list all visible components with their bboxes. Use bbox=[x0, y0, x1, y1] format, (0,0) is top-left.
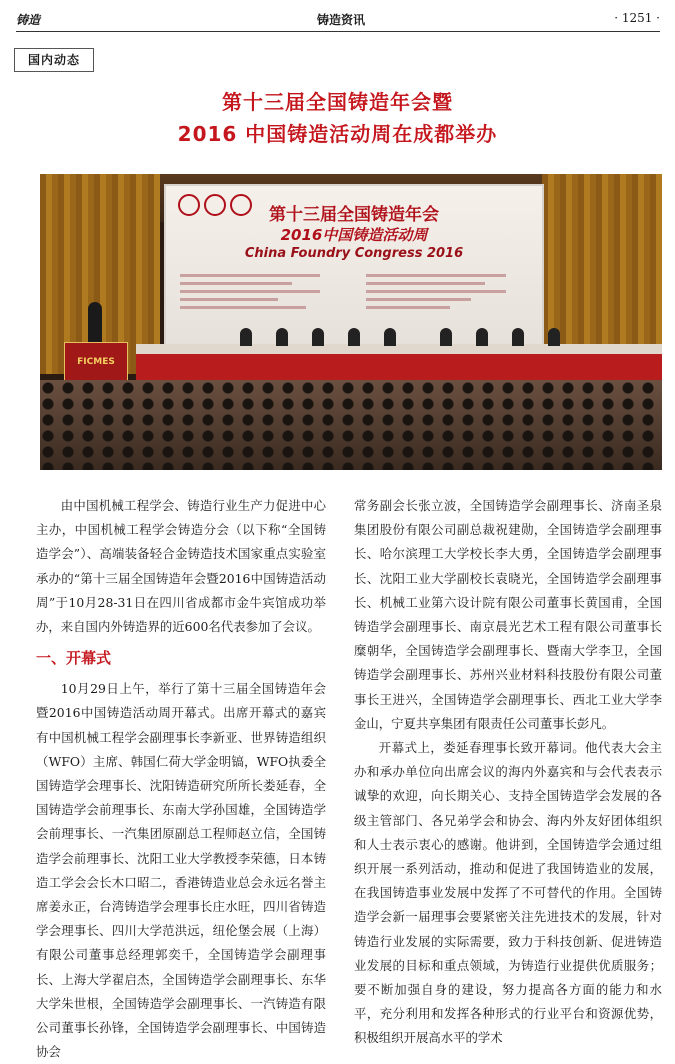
backdrop-subtitle: 2016中国铸造活动周 bbox=[280, 226, 428, 244]
left-column bbox=[36, 494, 326, 1064]
body-paragraph: 10月29日上午，举行了第十三届全国铸造年会暨2016中国铸造活动周开幕式。出席开幕式的嘉宾有中国机械工程学会副理事长李新亚、世界铸造组织（WFO）主席、韩国仁荷大学金明镐，WFO执委全国铸造学会理事长、沈阳铸造研究所所长娄延春，全国铸造学会前理事长、东南大学孙国雄，全国铸造学会前理事长、一汽集团原副总工程师赵立信，全国铸造学会前理事长、沈阳工业大学教授李荣德，日本铸造工学会会长木口昭二，香港铸造业总会永远名誉主席姜永正，台湾铸造学会理事长庄水旺，四川省铸造学会理事长、四川大学范洪远，纽伦堡会展（上海）有限公司董事总经理郭奕千，全国铸造学会副理事长、上海大学翟启杰，全国铸造学会副理事长、东华大学朱世根，全国铸造学会副理事长、一汽铸造有限公司董事长孙锋，全国铸造学会副理事长、中国铸造协会 bbox=[36, 681, 326, 1060]
person-on-stage bbox=[548, 328, 560, 346]
running-header bbox=[16, 8, 660, 30]
person-on-stage bbox=[348, 328, 360, 346]
right-column bbox=[354, 494, 662, 1051]
page-number: · 1251 · bbox=[614, 11, 660, 25]
section-name: 铸造资讯 bbox=[316, 13, 365, 27]
speaker bbox=[88, 302, 102, 342]
backdrop-title: 第十三届全国铸造年会 bbox=[269, 205, 439, 225]
header-rule bbox=[16, 31, 660, 32]
person-on-stage bbox=[276, 328, 288, 346]
backdrop-subtitle-en: China Foundry Congress 2016 bbox=[244, 246, 464, 261]
person-on-stage bbox=[312, 328, 324, 346]
podium bbox=[64, 342, 128, 384]
audience bbox=[40, 380, 662, 470]
conference-photo bbox=[40, 174, 662, 470]
journal-name: 铸造 bbox=[16, 13, 41, 27]
article-title-line2: 2016 中国铸造活动周在成都举办 bbox=[177, 122, 498, 146]
intro-paragraph: 由中国机械工程学会、铸造行业生产力促进中心主办，中国机械工程学会铸造分会（以下称“全国铸造学会”）、高端装备轻合金铸造技术国家重点实验室承办的“第十三届全国铸造年会暨2016中国铸造活动周”于10月28-31日在四川省成都市金牛宾馆成功举办，来自国内外铸造界的近600名代表参加了会议。 bbox=[36, 498, 326, 635]
person-on-stage bbox=[440, 328, 452, 346]
person-on-stage bbox=[240, 328, 252, 346]
body-paragraph-continued: 常务副会长张立波，全国铸造学会副理事长、济南圣泉集团股份有限公司副总裁祝建勋，全国铸造学会副理事长、哈尔滨理工大学校长李大勇，全国铸造学会副理事长、沈阳工业大学副校长袁晓光，全国铸造学会副理事长、机械工业第六设计院有限公司董事长黄国甫，全国铸造学会副理事长、南京晨光艺术工程有限公司董事长糜朝华，全国铸造学会副理事长、暨南大学李卫，全国铸造学会副理事长、苏州兴业材料科技股份有限公司董事长王进兴，全国铸造学会副理事长、西北工业大学李金山，宁夏共享集团有限责任公司董事长彭凡。 bbox=[354, 498, 662, 731]
section-heading: 一、开幕式 bbox=[36, 649, 112, 668]
person-on-stage bbox=[512, 328, 524, 346]
body-paragraph: 开幕式上，娄延春理事长致开幕词。他代表大会主办和承办单位向出席会议的海内外嘉宾和与会代表表示诚挚的欢迎，向长期关心、支持全国铸造学会发展的各级主管部门、各兄弟学会和协会、海内外友好团体组织和人士表示衷心的感谢。他讲到，全国铸造学会通过组织开展一系列活动，推动和促进了我国铸造业的发展，在我国铸造事业发展中发挥了不可替代的作用。全国铸造学会新一届理事会要紧密关注先进技术的发展，针对铸造行业发展的实际需要，致力于科技创新、促进铸造业发展的目标和重点领域，为铸造行业提供优质服务；要不断加强自身的建设，努力提高各方面的能力和水平，充分利用和发挥各种形式的行业平台和资源优势，积极组织开展高水平的学术 bbox=[354, 740, 662, 1046]
person-on-stage bbox=[384, 328, 396, 346]
column-tag: 国内动态 bbox=[14, 48, 94, 72]
backdrop-text-block bbox=[180, 274, 320, 314]
article-title-line1: 第十三届全国铸造年会暨 bbox=[222, 90, 453, 114]
podium-label: FICMES bbox=[77, 357, 115, 367]
person-on-stage bbox=[476, 328, 488, 346]
backdrop-text-block bbox=[366, 274, 506, 314]
stage-front bbox=[136, 354, 662, 382]
